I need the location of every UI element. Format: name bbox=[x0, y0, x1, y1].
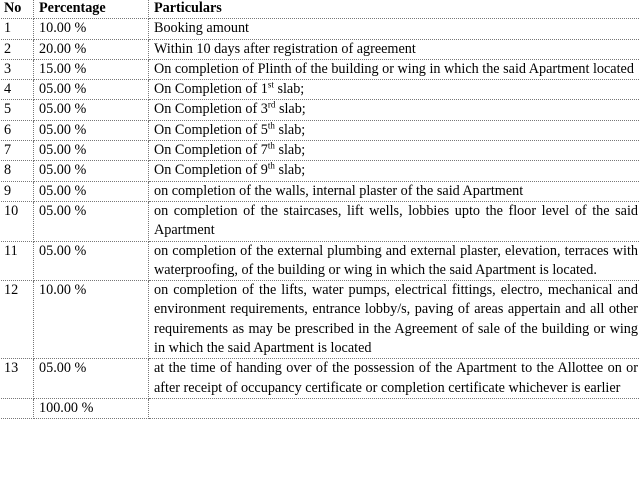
row-percentage: 20.00 % bbox=[34, 39, 149, 59]
table-row bbox=[0, 359, 640, 399]
table-row bbox=[0, 120, 640, 140]
row-no: 3 bbox=[0, 59, 34, 79]
table-row bbox=[0, 39, 640, 59]
table-row bbox=[0, 181, 640, 201]
row-percentage: 05.00 % bbox=[34, 181, 149, 201]
row-no: 2 bbox=[0, 39, 34, 59]
total-percentage: 100.00 % bbox=[34, 398, 149, 418]
header-particulars: Particulars bbox=[149, 0, 640, 19]
ordinal-suffix: th bbox=[267, 140, 275, 151]
particulars-prefix: On Completion of 7 bbox=[154, 142, 268, 159]
row-particulars: on completion of the lifts, water pumps, electrical fittings, electro, mechanical and environment requirements, entrance lobby/s, paving of areas appertain and all other requirements as may be prescribed in the Agreement of sale of the building or wing in which the said Apartment is located bbox=[149, 281, 640, 359]
table-row bbox=[0, 19, 640, 39]
row-no: 11 bbox=[0, 241, 34, 281]
table-row bbox=[0, 100, 640, 120]
particulars-prefix: On Completion of 1 bbox=[154, 81, 268, 98]
particulars-suffix: slab; bbox=[273, 81, 305, 98]
row-no: 10 bbox=[0, 201, 34, 241]
row-percentage: 05.00 % bbox=[34, 120, 149, 140]
particulars-suffix: slab; bbox=[275, 101, 306, 118]
particulars-prefix: On Completion of 5 bbox=[154, 121, 268, 138]
row-percentage: 05.00 % bbox=[34, 359, 149, 399]
row-percentage: 05.00 % bbox=[34, 141, 149, 161]
row-no: 6 bbox=[0, 120, 34, 140]
row-particulars: On completion of Plinth of the building or wing in which the said Apartment located bbox=[149, 59, 640, 79]
row-no: 9 bbox=[0, 181, 34, 201]
header-percentage: Percentage bbox=[34, 0, 149, 19]
row-no: 4 bbox=[0, 80, 34, 100]
ordinal-suffix: th bbox=[267, 120, 275, 131]
row-no: 5 bbox=[0, 100, 34, 120]
table-row bbox=[0, 201, 640, 241]
particulars-suffix: slab; bbox=[274, 121, 306, 138]
row-percentage: 05.00 % bbox=[34, 241, 149, 281]
row-percentage: 15.00 % bbox=[34, 59, 149, 79]
row-particulars: Within 10 days after registration of agreement bbox=[149, 39, 640, 59]
row-particulars bbox=[149, 100, 640, 120]
row-no: 12 bbox=[0, 281, 34, 359]
row-particulars: Booking amount bbox=[149, 19, 640, 39]
row-percentage: 05.00 % bbox=[34, 201, 149, 241]
row-no: 13 bbox=[0, 359, 34, 399]
row-particulars: at the time of handing over of the possession of the Apartment to the Allottee on or after receipt of occupancy certificate or completion certificate whichever is earlier bbox=[149, 359, 640, 399]
total-no bbox=[0, 398, 34, 418]
ordinal-suffix: rd bbox=[267, 99, 276, 110]
particulars-prefix: On Completion of 9 bbox=[154, 162, 268, 179]
row-particulars bbox=[149, 161, 640, 181]
table-row bbox=[0, 80, 640, 100]
row-particulars: on completion of the walls, internal plaster of the said Apartment bbox=[149, 181, 640, 201]
row-no: 8 bbox=[0, 161, 34, 181]
table-row bbox=[0, 161, 640, 181]
ordinal-suffix: th bbox=[267, 160, 275, 171]
row-particulars bbox=[149, 80, 640, 100]
ordinal-suffix: st bbox=[267, 79, 274, 90]
row-particulars: on completion of the staircases, lift wells, lobbies upto the floor level of the said Apartment bbox=[149, 201, 640, 241]
row-percentage: 05.00 % bbox=[34, 80, 149, 100]
row-particulars bbox=[149, 120, 640, 140]
row-no: 7 bbox=[0, 141, 34, 161]
row-particulars bbox=[149, 141, 640, 161]
row-percentage: 05.00 % bbox=[34, 100, 149, 120]
table-row bbox=[0, 241, 640, 281]
row-percentage: 05.00 % bbox=[34, 161, 149, 181]
row-percentage: 10.00 % bbox=[34, 19, 149, 39]
row-no: 1 bbox=[0, 19, 34, 39]
table-row bbox=[0, 59, 640, 79]
particulars-suffix: slab; bbox=[274, 162, 306, 179]
total-row bbox=[0, 398, 640, 418]
table-row bbox=[0, 141, 640, 161]
table-row bbox=[0, 281, 640, 359]
total-particulars bbox=[149, 398, 640, 418]
particulars-prefix: On Completion of 3 bbox=[154, 101, 268, 118]
header-row bbox=[0, 0, 640, 19]
row-particulars: on completion of the external plumbing and external plaster, elevation, terraces with waterproofing, of the building or wing in which the said Apartment is located. bbox=[149, 241, 640, 281]
header-no: No bbox=[0, 0, 34, 19]
row-percentage: 10.00 % bbox=[34, 281, 149, 359]
particulars-suffix: slab; bbox=[274, 142, 306, 159]
